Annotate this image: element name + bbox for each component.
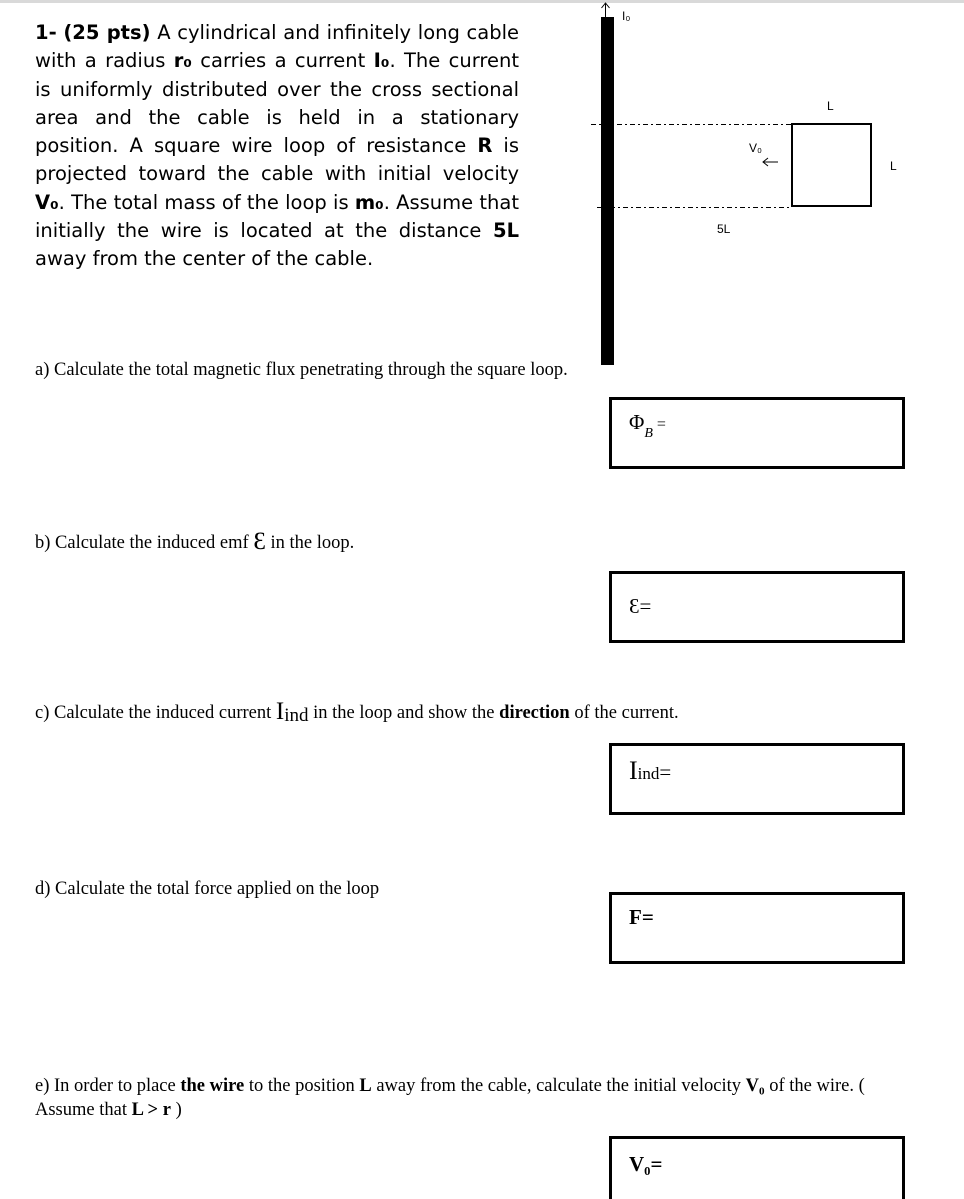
distance-label: 5L	[717, 222, 731, 236]
flux-label: $\Phi_B$ =	[629, 410, 666, 441]
velocity-symbol: V₀	[35, 190, 59, 214]
top-side-label: L	[827, 99, 834, 113]
induced-current-label: Iind=	[629, 756, 672, 785]
current-symbol: I₀	[373, 49, 390, 73]
question-a: a) Calculate the total magnetic flux penetrating through the square loop.	[35, 360, 568, 380]
emf-label: Ɛ=	[629, 594, 652, 618]
cable	[601, 17, 614, 365]
answer-box-c[interactable]	[609, 743, 905, 815]
question-c: c) Calculate the induced current Iind in the loop and show the direction of the current.	[35, 698, 679, 726]
resistance-symbol: R	[477, 134, 493, 158]
force-label: F=	[629, 905, 654, 929]
question-e: e) In order to place the wire to the position L away from the cable, calculate the initial velocity V₀ of the wire. ( Assume that L > r )	[35, 1076, 865, 1120]
distance-symbol: 5L	[493, 219, 519, 243]
initial-velocity-label: V₀=	[629, 1152, 663, 1176]
cable-loop-diagram	[585, 0, 915, 370]
current-symbol-c: I	[275, 698, 285, 725]
current-label: I₀	[622, 9, 631, 23]
problem-points: (25 pts)	[63, 21, 151, 44]
problem-statement: 1- (25 pts) A cylindrical and infinitely long cable with a radius r₀ carries a current I₀. The current is uniformly distributed over the cross sectional area and the cable is held in a stationary position. A square wire loop of resistance R is projected toward the cable with initial velocity V₀. The total mass of the loop is m₀. Assume that initially the wire is located at the distance 5L away from the center of the cable.	[35, 21, 520, 271]
right-side-label: L	[890, 159, 897, 173]
question-d: d) Calculate the total force applied on the loop	[35, 879, 380, 899]
square-loop	[792, 124, 871, 206]
question-b: b) Calculate the induced emf Ɛ in the loop.	[35, 528, 355, 555]
velocity-label: V₀	[749, 141, 762, 155]
emf-symbol: Ɛ	[253, 528, 266, 555]
answer-box-e[interactable]	[609, 1136, 905, 1199]
answer-box-b[interactable]	[609, 571, 905, 643]
answer-box-a[interactable]	[609, 397, 905, 469]
answer-box-d[interactable]	[609, 892, 905, 964]
radius-symbol: r₀	[173, 49, 192, 73]
mass-symbol: m₀	[354, 190, 384, 214]
problem-number: 1-	[35, 21, 57, 44]
